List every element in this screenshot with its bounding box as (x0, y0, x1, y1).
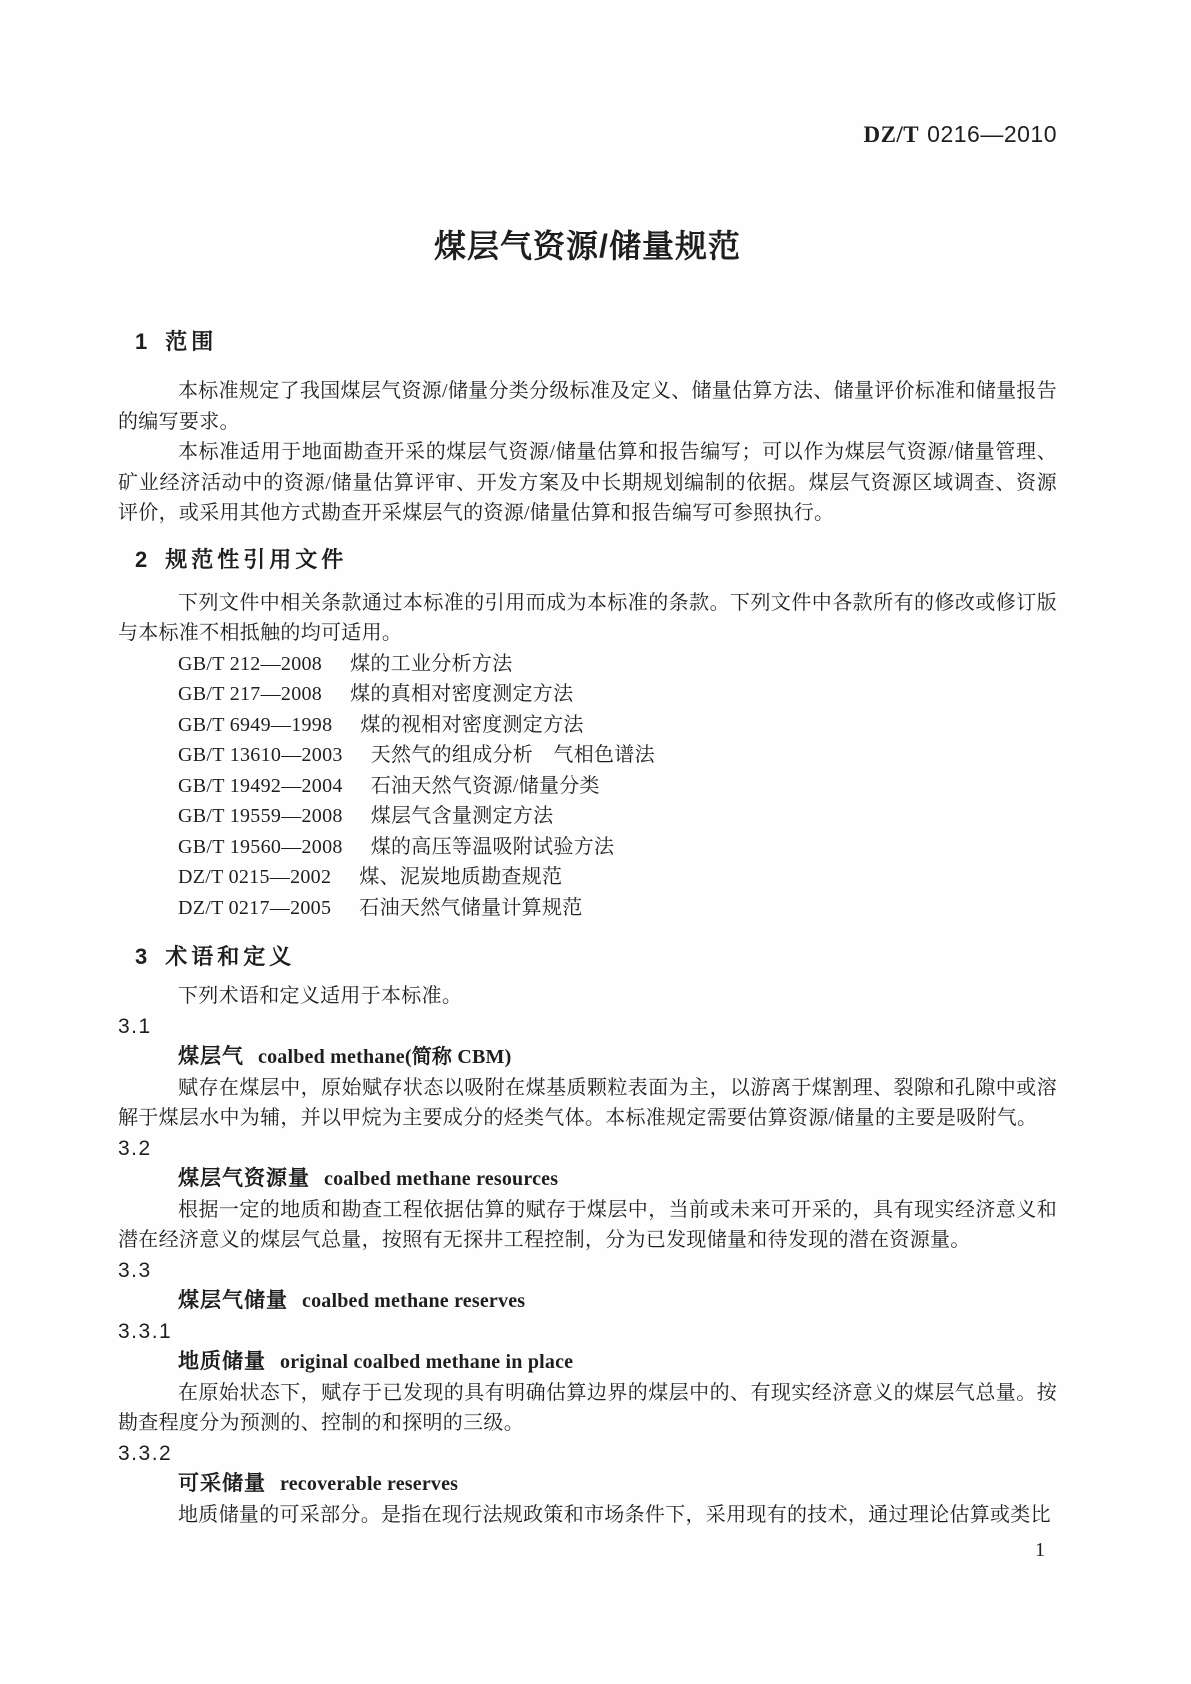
term-zh-3-2: 煤层气资源量 (178, 1167, 310, 1190)
reference-item (118, 893, 1057, 924)
term-zh-3-3-1: 地质储量 (178, 1350, 266, 1373)
term-definition-3-3-1: 在原始状态下，赋存于已发现的具有明确估算边界的煤层中的、有现实经济意义的煤层气总量。按勘查程度分为预测的、控制的和探明的三级。 (118, 1381, 1057, 1434)
term-en-3-2: coalbed methane resources (324, 1168, 559, 1190)
reference-item (118, 740, 1057, 771)
standard-code-number: 0216—2010 (927, 121, 1057, 147)
term-en-3-3-2: recoverable reserves (280, 1473, 459, 1495)
reference-code: GB/T 212—2008 (178, 652, 323, 675)
reference-title: 煤的高压等温吸附试验方法 (370, 835, 615, 858)
term-zh-3-3-2: 可采储量 (178, 1472, 266, 1495)
term-en-3-3: coalbed methane reserves (302, 1290, 526, 1312)
standard-code (118, 122, 1057, 147)
reference-item (118, 771, 1057, 802)
term-number-3-3: 3.3 (118, 1258, 152, 1282)
reference-code: GB/T 6949—1998 (178, 713, 333, 736)
section-2-number: 2 (135, 546, 148, 572)
section-1-number: 1 (135, 329, 148, 354)
term-definition-3-1: 赋存在煤层中，原始赋存状态以吸附在煤基质颗粒表面为主，以游离于煤割理、裂隙和孔隙中或溶解于煤层水中为辅，并以甲烷为主要成分的烃类气体。本标准规定需要估算资源/储量的主要是吸附气。 (118, 1076, 1057, 1129)
term-en-3-1: coalbed methane(简称 CBM) (258, 1046, 512, 1068)
section-1-heading (118, 328, 1057, 356)
term-number-3-1: 3.1 (118, 1014, 152, 1038)
reference-title: 煤、泥炭地质勘查规范 (359, 866, 563, 888)
reference-code: GB/T 217—2008 (178, 683, 323, 705)
reference-title: 煤层气含量测定方法 (370, 805, 554, 827)
term-en-3-3-1: original coalbed methane in place (280, 1351, 574, 1373)
reference-item (118, 649, 1057, 680)
reference-code: GB/T 19559—2008 (178, 805, 343, 827)
reference-title: 煤的真相对密度测定方法 (350, 683, 574, 705)
reference-title: 煤的工业分析方法 (350, 652, 513, 675)
reference-item (118, 801, 1057, 832)
term-title-3-3-1 (118, 1347, 1057, 1378)
term-title-3-2 (118, 1164, 1057, 1195)
term-title-3-3-2 (118, 1469, 1057, 1500)
scope-paragraph-1: 本标准规定了我国煤层气资源/储量分类分级标准及定义、储量估算方法、储量评价标准和储量报告的编写要求。 (118, 380, 1057, 433)
section-1-title: 范围 (165, 329, 218, 354)
reference-code: DZ/T 0217—2005 (178, 896, 332, 919)
references-list (118, 649, 1057, 924)
term-title-3-1 (118, 1042, 1057, 1073)
reference-title: 石油天然气资源/储量分类 (370, 774, 600, 797)
section-3-heading (118, 943, 1057, 971)
section-2-title: 规范性引用文件 (165, 546, 348, 572)
section-3-title: 术语和定义 (165, 944, 296, 969)
reference-code: GB/T 13610—2003 (178, 744, 343, 766)
references-intro: 下列文件中相关条款通过本标准的引用而成为本标准的条款。下列文件中各款所有的修改或修订版与本标准不相抵触的均可适用。 (118, 591, 1057, 644)
term-zh-3-3: 煤层气储量 (178, 1289, 288, 1312)
term-number-3-2: 3.2 (118, 1136, 152, 1160)
reference-title: 煤的视相对密度测定方法 (360, 713, 584, 736)
standard-code-prefix: DZ/T (863, 122, 920, 147)
terms-intro: 下列术语和定义适用于本标准。 (178, 985, 463, 1007)
reference-item (118, 832, 1057, 863)
term-zh-3-1: 煤层气 (178, 1045, 244, 1068)
section-2-heading (118, 546, 1057, 574)
page-number: 1 (1035, 1539, 1045, 1561)
term-title-3-3 (118, 1286, 1057, 1317)
document-title: 煤层气资源/储量规范 (434, 228, 741, 264)
reference-item (118, 710, 1057, 741)
reference-title: 天然气的组成分析 气相色谱法 (370, 744, 655, 766)
reference-item (118, 862, 1057, 893)
section-3-number: 3 (135, 944, 148, 969)
reference-code: DZ/T 0215—2002 (178, 866, 332, 888)
term-number-3-3-1: 3.3.1 (118, 1319, 173, 1343)
reference-code: GB/T 19492—2004 (178, 774, 343, 797)
reference-item (118, 679, 1057, 710)
reference-code: GB/T 19560—2008 (178, 835, 343, 858)
term-definition-3-3-2: 地质储量的可采部分。是指在现行法规政策和市场条件下，采用现有的技术，通过理论估算或类比 (178, 1503, 1051, 1526)
term-definition-3-2: 根据一定的地质和勘查工程依据估算的赋存于煤层中，当前或未来可开采的，具有现实经济意义和潜在经济意义的煤层气总量，按照有无探井工程控制，分为已发现储量和待发现的潜在资源量。 (118, 1198, 1057, 1251)
reference-title: 石油天然气储量计算规范 (359, 896, 583, 919)
scope-paragraph-2: 本标准适用于地面勘查开采的煤层气资源/储量估算和报告编写；可以作为煤层气资源/储量管理、矿业经济活动中的资源/储量估算评审、开发方案及中长期规划编制的依据。煤层气资源区域调查、资源评价，或采用其他方式勘查开采煤层气的资源/储量估算和报告编写可参照执行。 (118, 441, 1057, 524)
term-number-3-3-2: 3.3.2 (118, 1441, 173, 1465)
